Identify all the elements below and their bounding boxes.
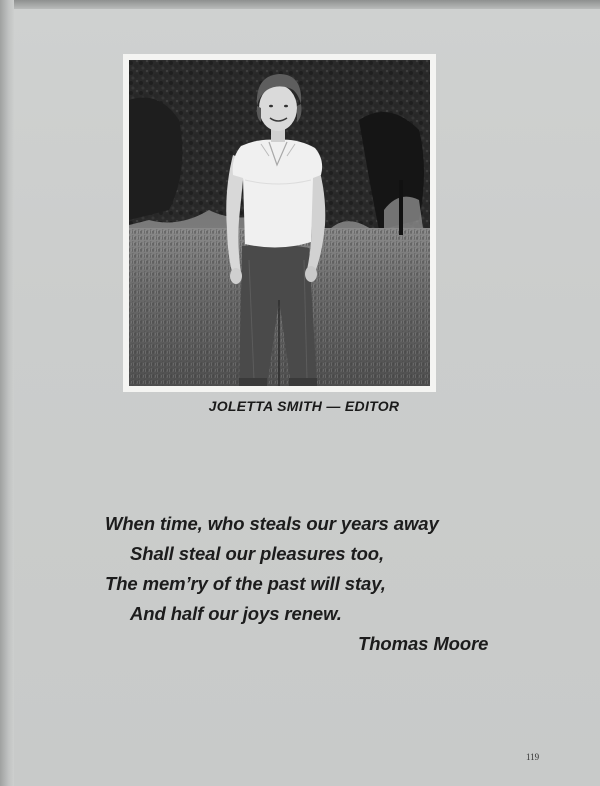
photo-caption: JOLETTA SMITH — EDITOR [208,398,400,414]
poem-line: And half our joys renew. [130,603,342,624]
poem-author: Thomas Moore [358,633,489,654]
binding-shadow [0,0,14,786]
page-number: 119 [526,752,540,762]
poem-line: Shall steal our pleasures too, [130,543,385,564]
poem-line: When time, who steals our years away [105,513,439,534]
editor-photo-frame [123,54,436,392]
page-top-edge [0,0,600,9]
editor-photo [129,60,430,386]
poem-line: The mem’ry of the past will stay, [105,573,386,594]
